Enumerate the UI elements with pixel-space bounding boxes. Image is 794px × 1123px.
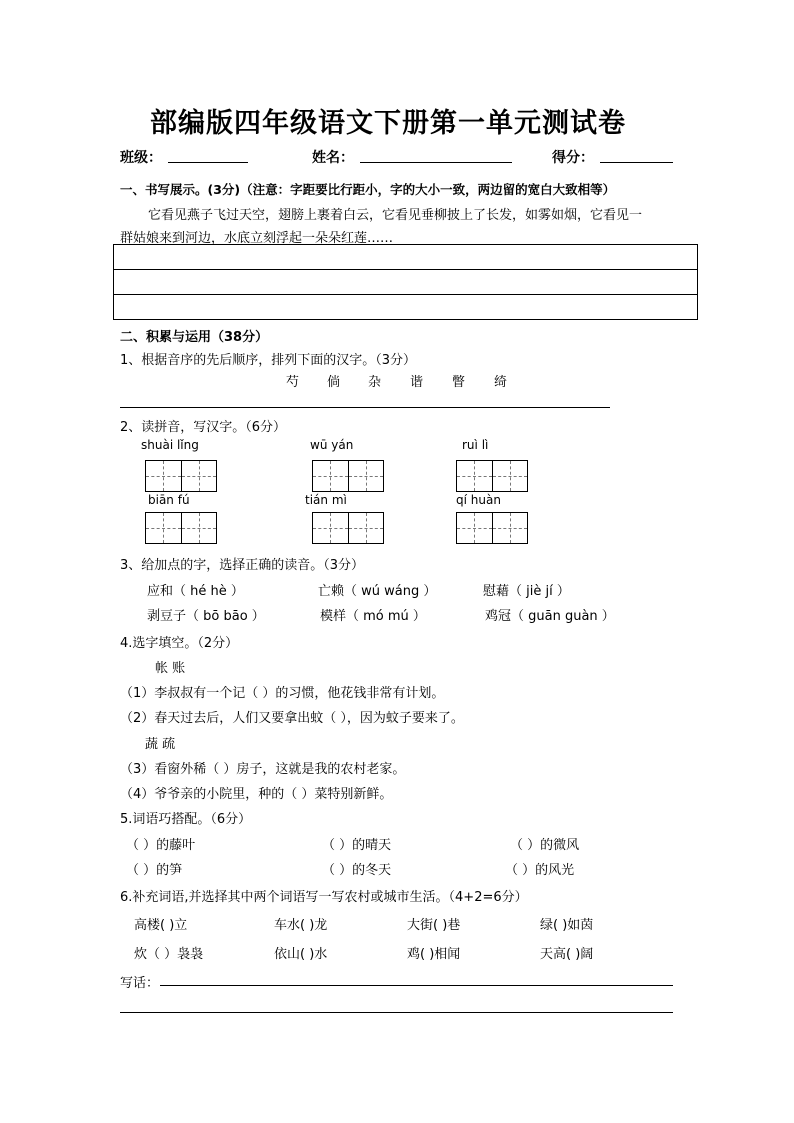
q1-char: 倘 [327, 375, 341, 390]
q1-answer-line[interactable] [120, 407, 610, 408]
page-title: 部编版四年级语文下册第一单元测试卷 [150, 108, 626, 139]
q6-word: 绿( )如茵 [540, 918, 594, 933]
q4-sentence: （3）看窗外稀（ ）房子，这就是我的农村老家。 [120, 762, 406, 777]
q4-char-pair: 帐 账 [155, 661, 186, 676]
q6-write-label: 写话： [120, 976, 160, 991]
char-grid[interactable] [312, 512, 384, 544]
q3-item: 亡赖（ wú wáng ） [318, 584, 437, 599]
char-grid[interactable] [145, 460, 217, 492]
char-grid[interactable] [456, 512, 528, 544]
q6-word: 大街( )巷 [407, 918, 461, 933]
q2-label: 2、读拼音，写汉字。（6分） [120, 420, 287, 435]
q4-sentence: （1）李叔叔有一个记（ ）的习惯，他花钱非常有计划。 [120, 686, 445, 701]
passage-line-2: 群姑娘来到河边，水底立刻浮起一朵朵红莲…… [120, 231, 394, 246]
q6-word: 车水( )龙 [274, 918, 328, 933]
write-line[interactable] [160, 985, 673, 986]
q1-char: 绮 [494, 375, 508, 390]
q6-label: 6.补充词语,并选择其中两个词语写一写农村或城市生活。（4+2=6分） [120, 890, 528, 905]
writing-rule [114, 269, 697, 270]
q2-pinyin: wū yán [310, 438, 354, 452]
char-grid[interactable] [312, 460, 384, 492]
q5-item: （ ）的笋 [126, 863, 183, 878]
q3-item: 剥豆子（ bō bāo ） [147, 609, 265, 624]
q2-pinyin: tián mì [305, 493, 347, 507]
q5-item: （ ）的冬天 [322, 863, 392, 878]
section-2-heading: 二、积累与运用（38分） [120, 330, 269, 345]
q2-pinyin: biān fú [148, 493, 190, 507]
char-grid[interactable] [145, 512, 217, 544]
q2-pinyin: qí huàn [456, 493, 501, 507]
q4-sentence: （2）春天过去后，人们又要拿出蚊（ ），因为蚊子要来了。 [120, 711, 464, 726]
q1-char: 杂 [368, 375, 382, 390]
q6-word: 炊（ ）袅袅 [134, 947, 204, 962]
q4-char-pair: 蔬 疏 [145, 737, 176, 752]
q5-item: （ ）的风光 [505, 863, 575, 878]
q5-item: （ ）的藤叶 [126, 838, 196, 853]
score-label: 得分： [552, 150, 594, 166]
q3-item: 应和（ hé hè ） [147, 584, 244, 599]
q5-label: 5.词语巧搭配。（6分） [120, 812, 252, 827]
q3-item: 模样（ mó mú ） [320, 609, 426, 624]
writing-rule [114, 294, 697, 295]
section-1-heading: 一、书写展示。(3分)（注意：字距要比行距小，字的大小一致，两边留的宽白大致相等） [120, 182, 616, 197]
q6-word: 依山( )水 [274, 947, 328, 962]
q1-char: 瞥 [452, 375, 466, 390]
q3-label: 3、给加点的字，选择正确的读音。（3分） [120, 558, 365, 573]
q1-label: 1、根据音序的先后顺序，排列下面的汉字。（3分） [120, 353, 417, 368]
q6-word: 天高( )阔 [540, 947, 594, 962]
q6-word: 鸡( )相闻 [407, 947, 461, 962]
q3-item: 鸡冠（ guān guàn ） [485, 609, 615, 624]
char-grid[interactable] [456, 460, 528, 492]
q6-word: 高楼( )立 [134, 918, 188, 933]
q1-char: 谐 [410, 375, 424, 390]
q4-label: 4.选字填空。（2分） [120, 636, 239, 651]
q3-item: 慰藉（ jiè jí ） [483, 584, 570, 599]
q2-pinyin: shuài lǐng [141, 438, 199, 452]
writing-box[interactable] [113, 244, 698, 320]
write-line[interactable] [120, 1012, 673, 1013]
class-label: 班级： [120, 150, 162, 166]
q5-item: （ ）的晴天 [322, 838, 392, 853]
q5-item: （ ）的微风 [510, 838, 580, 853]
passage-line-1: 它看见燕子飞过天空，翅膀上裹着白云，它看见垂柳披上了长发，如雾如烟，它看见一 [148, 208, 643, 223]
name-field[interactable] [360, 162, 512, 163]
q2-pinyin: ruì lì [462, 438, 489, 452]
score-field[interactable] [600, 162, 673, 163]
class-field[interactable] [168, 162, 248, 163]
name-label: 姓名： [312, 150, 354, 166]
q1-char: 芍 [286, 375, 300, 390]
q4-sentence: （4）爷爷亲的小院里，种的（ ）菜特别新鲜。 [120, 787, 393, 802]
